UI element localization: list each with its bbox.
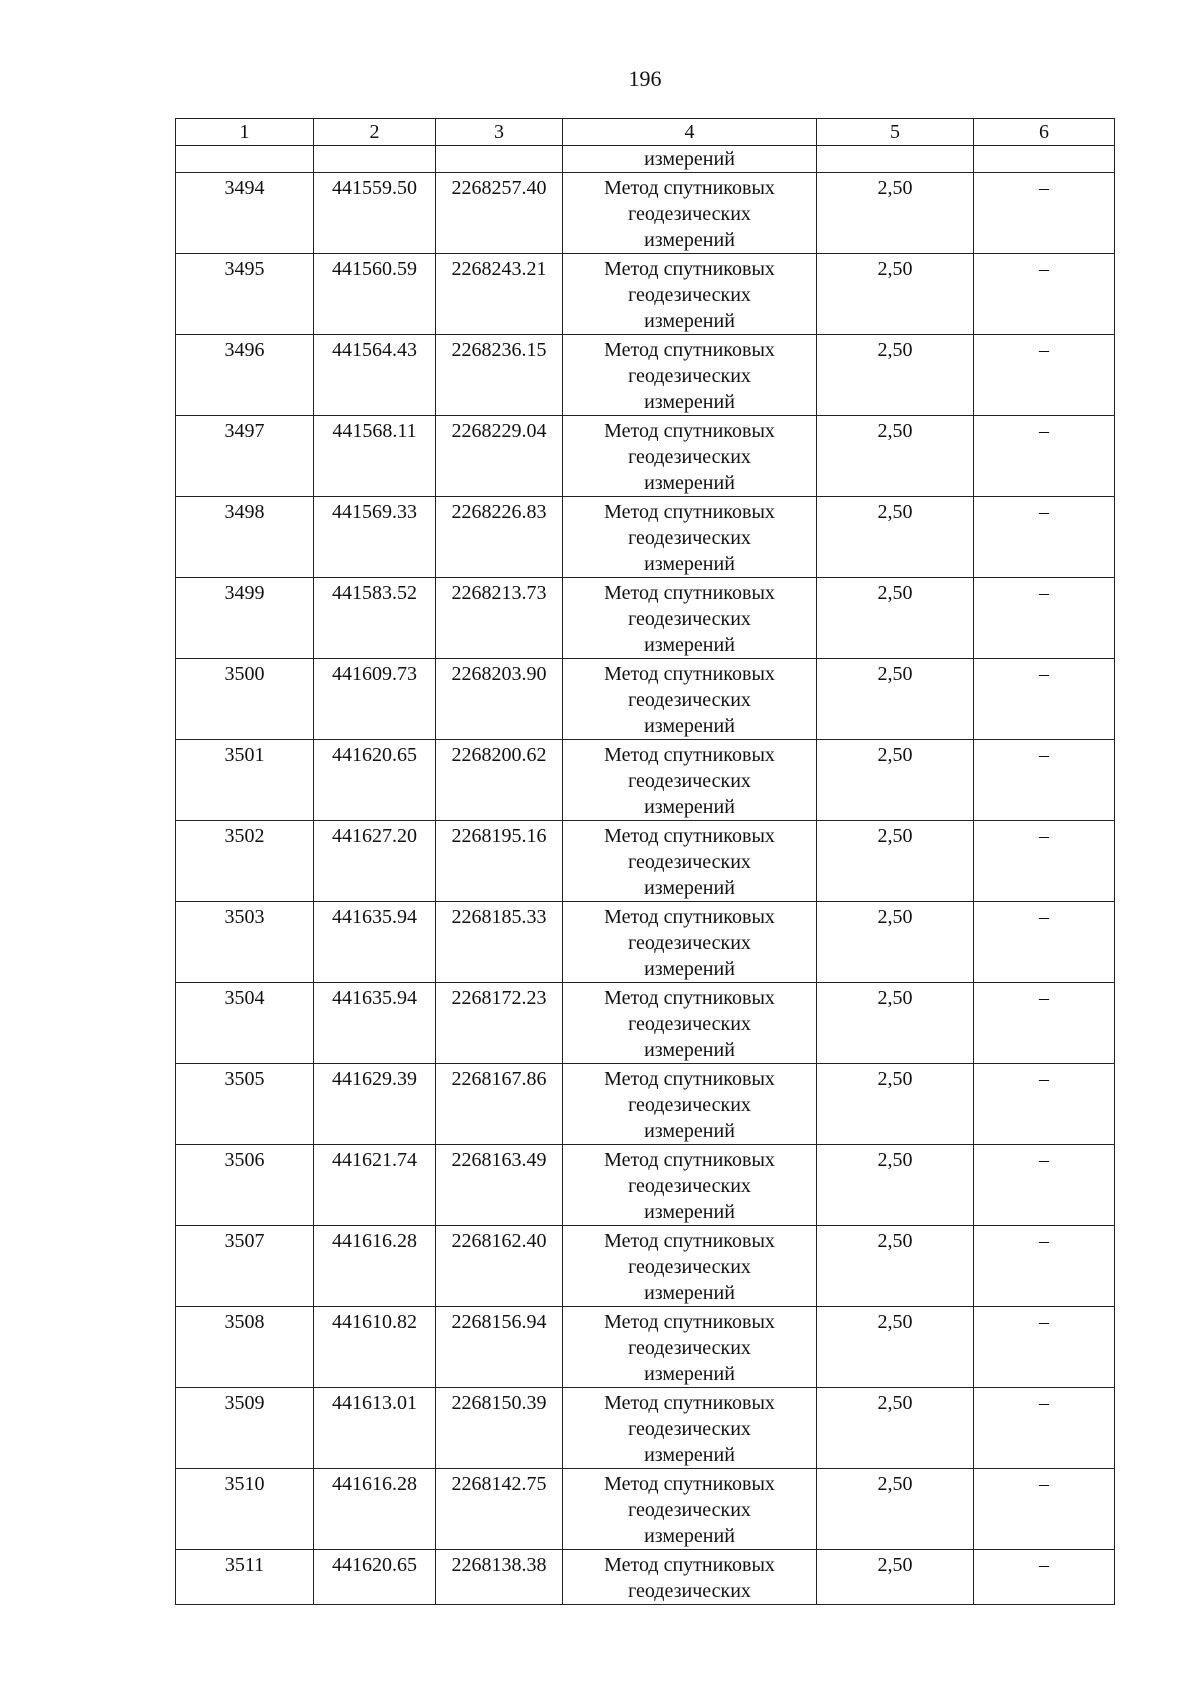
method-line: Метод спутниковых <box>604 1554 775 1576</box>
y-coordinate-cell: 2268257.40 <box>436 173 563 254</box>
method-line: измерений <box>644 1039 735 1061</box>
column-header: 2 <box>314 119 436 146</box>
method-line: Метод спутниковых <box>604 1473 775 1495</box>
accuracy-cell: 2,50 <box>817 821 974 902</box>
method-line: геодезических <box>628 446 751 468</box>
accuracy-cell: 2,50 <box>817 173 974 254</box>
method-line: Метод спутниковых <box>604 1311 775 1333</box>
method-line: геодезических <box>628 1499 751 1521</box>
method-cell <box>563 1307 817 1388</box>
method-cell <box>563 659 817 740</box>
method-cell <box>563 1145 817 1226</box>
table-cell <box>974 146 1115 173</box>
method-line: геодезических <box>628 1175 751 1197</box>
point-number-cell: 3495 <box>176 254 314 335</box>
method-line: Метод спутниковых <box>604 744 775 766</box>
method-line: геодезических <box>628 1337 751 1359</box>
column-header: 5 <box>817 119 974 146</box>
x-coordinate-cell: 441616.28 <box>314 1226 436 1307</box>
y-coordinate-cell: 2268185.33 <box>436 902 563 983</box>
note-cell: – <box>974 254 1115 335</box>
method-line: геодезических <box>628 608 751 630</box>
y-coordinate-cell: 2268150.39 <box>436 1388 563 1469</box>
method-cell <box>563 1388 817 1469</box>
note-cell: – <box>974 1469 1115 1550</box>
table-row <box>176 902 1115 983</box>
x-coordinate-cell: 441616.28 <box>314 1469 436 1550</box>
method-line: Метод спутниковых <box>604 582 775 604</box>
y-coordinate-cell: 2268243.21 <box>436 254 563 335</box>
y-coordinate-cell: 2268229.04 <box>436 416 563 497</box>
column-header: 4 <box>563 119 817 146</box>
y-coordinate-cell: 2268236.15 <box>436 335 563 416</box>
method-line: Метод спутниковых <box>604 987 775 1009</box>
point-number-cell: 3501 <box>176 740 314 821</box>
table-row <box>176 983 1115 1064</box>
accuracy-cell: 2,50 <box>817 578 974 659</box>
point-number-cell: 3504 <box>176 983 314 1064</box>
y-coordinate-cell: 2268200.62 <box>436 740 563 821</box>
coordinates-table <box>175 118 1115 1605</box>
table-cell <box>176 146 314 173</box>
x-coordinate-cell: 441627.20 <box>314 821 436 902</box>
y-coordinate-cell: 2268142.75 <box>436 1469 563 1550</box>
method-cell <box>563 1469 817 1550</box>
table-cell <box>817 146 974 173</box>
point-number-cell: 3508 <box>176 1307 314 1388</box>
accuracy-cell: 2,50 <box>817 740 974 821</box>
method-line: Метод спутниковых <box>604 177 775 199</box>
method-cell <box>563 578 817 659</box>
accuracy-cell: 2,50 <box>817 497 974 578</box>
accuracy-cell: 2,50 <box>817 254 974 335</box>
x-coordinate-cell: 441613.01 <box>314 1388 436 1469</box>
table-row <box>176 173 1115 254</box>
note-cell: – <box>974 740 1115 821</box>
method-line: Метод спутниковых <box>604 825 775 847</box>
method-line: геодезических <box>628 1013 751 1035</box>
method-cell <box>563 335 817 416</box>
x-coordinate-cell: 441609.73 <box>314 659 436 740</box>
y-coordinate-cell: 2268156.94 <box>436 1307 563 1388</box>
point-number-cell: 3511 <box>176 1550 314 1605</box>
note-cell: – <box>974 173 1115 254</box>
method-line: измерений <box>644 796 735 818</box>
method-cell: измерений <box>563 146 817 173</box>
method-line: измерений <box>644 310 735 332</box>
note-cell: – <box>974 1307 1115 1388</box>
column-header: 1 <box>176 119 314 146</box>
table-row <box>176 1307 1115 1388</box>
accuracy-cell: 2,50 <box>817 1064 974 1145</box>
method-cell <box>563 1226 817 1307</box>
point-number-cell: 3498 <box>176 497 314 578</box>
accuracy-cell: 2,50 <box>817 335 974 416</box>
table-row <box>176 254 1115 335</box>
table-row <box>176 1064 1115 1145</box>
y-coordinate-cell: 2268172.23 <box>436 983 563 1064</box>
note-cell: – <box>974 1145 1115 1226</box>
table-row <box>176 1145 1115 1226</box>
y-coordinate-cell: 2268167.86 <box>436 1064 563 1145</box>
accuracy-cell: 2,50 <box>817 1388 974 1469</box>
point-number-cell: 3507 <box>176 1226 314 1307</box>
method-line: измерений <box>644 958 735 980</box>
point-number-cell: 3502 <box>176 821 314 902</box>
note-cell: – <box>974 659 1115 740</box>
method-cell <box>563 173 817 254</box>
method-line: измерений <box>644 472 735 494</box>
point-number-cell: 3497 <box>176 416 314 497</box>
note-cell: – <box>974 497 1115 578</box>
method-line: геодезических <box>628 365 751 387</box>
note-cell: – <box>974 416 1115 497</box>
method-line: измерений <box>644 877 735 899</box>
method-line: измерений <box>644 1282 735 1304</box>
method-line: Метод спутниковых <box>604 663 775 685</box>
table-row <box>176 1469 1115 1550</box>
method-line: измерений <box>644 1363 735 1385</box>
note-cell: – <box>974 335 1115 416</box>
method-line: геодезических <box>628 770 751 792</box>
method-line: геодезических <box>628 1094 751 1116</box>
method-line: Метод спутниковых <box>604 1230 775 1252</box>
method-cell <box>563 497 817 578</box>
point-number-cell: 3503 <box>176 902 314 983</box>
accuracy-cell: 2,50 <box>817 659 974 740</box>
point-number-cell: 3506 <box>176 1145 314 1226</box>
accuracy-cell: 2,50 <box>817 1226 974 1307</box>
table-row <box>176 1550 1115 1605</box>
table-row <box>176 335 1115 416</box>
method-line: Метод спутниковых <box>604 1392 775 1414</box>
method-line: измерений <box>644 391 735 413</box>
method-line: геодезических <box>628 1418 751 1440</box>
method-cell <box>563 416 817 497</box>
accuracy-cell: 2,50 <box>817 1307 974 1388</box>
method-line: геодезических <box>628 689 751 711</box>
x-coordinate-cell: 441568.11 <box>314 416 436 497</box>
method-line: геодезических <box>628 851 751 873</box>
method-cell <box>563 1550 817 1605</box>
accuracy-cell: 2,50 <box>817 1550 974 1605</box>
x-coordinate-cell: 441629.39 <box>314 1064 436 1145</box>
x-coordinate-cell: 441620.65 <box>314 740 436 821</box>
method-line: геодезических <box>628 1256 751 1278</box>
table-row <box>176 659 1115 740</box>
method-line: измерений <box>644 1444 735 1466</box>
x-coordinate-cell: 441610.82 <box>314 1307 436 1388</box>
accuracy-cell: 2,50 <box>817 902 974 983</box>
x-coordinate-cell: 441569.33 <box>314 497 436 578</box>
point-number-cell: 3509 <box>176 1388 314 1469</box>
accuracy-cell: 2,50 <box>817 1145 974 1226</box>
method-cell <box>563 1064 817 1145</box>
table-row <box>176 740 1115 821</box>
note-cell: – <box>974 578 1115 659</box>
x-coordinate-cell: 441620.65 <box>314 1550 436 1605</box>
method-cell <box>563 983 817 1064</box>
accuracy-cell: 2,50 <box>817 1469 974 1550</box>
y-coordinate-cell: 2268138.38 <box>436 1550 563 1605</box>
method-line: Метод спутниковых <box>604 1068 775 1090</box>
table-cell <box>314 146 436 173</box>
accuracy-cell: 2,50 <box>817 983 974 1064</box>
x-coordinate-cell: 441560.59 <box>314 254 436 335</box>
x-coordinate-cell: 441635.94 <box>314 902 436 983</box>
method-line: Метод спутниковых <box>604 1149 775 1171</box>
y-coordinate-cell: 2268163.49 <box>436 1145 563 1226</box>
method-line: измерений <box>644 1120 735 1142</box>
table-row <box>176 1388 1115 1469</box>
method-line: Метод спутниковых <box>604 420 775 442</box>
x-coordinate-cell: 441559.50 <box>314 173 436 254</box>
point-number-cell: 3505 <box>176 1064 314 1145</box>
point-number-cell: 3499 <box>176 578 314 659</box>
method-line: Метод спутниковых <box>604 339 775 361</box>
y-coordinate-cell: 2268203.90 <box>436 659 563 740</box>
method-line: геодезических <box>628 1580 751 1602</box>
method-line: геодезических <box>628 284 751 306</box>
method-line: геодезических <box>628 932 751 954</box>
table-row <box>176 497 1115 578</box>
method-line: Метод спутниковых <box>604 258 775 280</box>
point-number-cell: 3500 <box>176 659 314 740</box>
point-number-cell: 3494 <box>176 173 314 254</box>
table-row <box>176 1226 1115 1307</box>
note-cell: – <box>974 821 1115 902</box>
column-header: 6 <box>974 119 1115 146</box>
method-line: измерений <box>644 229 735 251</box>
point-number-cell: 3496 <box>176 335 314 416</box>
method-cell <box>563 902 817 983</box>
x-coordinate-cell: 441635.94 <box>314 983 436 1064</box>
continuation-row <box>176 146 1115 173</box>
x-coordinate-cell: 441564.43 <box>314 335 436 416</box>
method-line: измерений <box>644 634 735 656</box>
method-line: измерений <box>644 715 735 737</box>
table-row <box>176 821 1115 902</box>
table-header-row <box>176 119 1115 146</box>
table-cell <box>436 146 563 173</box>
method-line: измерений <box>644 1525 735 1547</box>
accuracy-cell: 2,50 <box>817 416 974 497</box>
note-cell: – <box>974 1226 1115 1307</box>
method-line: измерений <box>644 553 735 575</box>
method-line: Метод спутниковых <box>604 906 775 928</box>
note-cell: – <box>974 983 1115 1064</box>
method-cell <box>563 821 817 902</box>
y-coordinate-cell: 2268195.16 <box>436 821 563 902</box>
point-number-cell: 3510 <box>176 1469 314 1550</box>
note-cell: – <box>974 1550 1115 1605</box>
x-coordinate-cell: 441583.52 <box>314 578 436 659</box>
note-cell: – <box>974 1388 1115 1469</box>
column-header: 3 <box>436 119 563 146</box>
note-cell: – <box>974 902 1115 983</box>
table-row <box>176 578 1115 659</box>
method-line: геодезических <box>628 527 751 549</box>
method-cell <box>563 254 817 335</box>
y-coordinate-cell: 2268162.40 <box>436 1226 563 1307</box>
method-cell <box>563 740 817 821</box>
y-coordinate-cell: 2268213.73 <box>436 578 563 659</box>
method-line: Метод спутниковых <box>604 501 775 523</box>
table-row <box>176 416 1115 497</box>
y-coordinate-cell: 2268226.83 <box>436 497 563 578</box>
method-line: измерений <box>644 1201 735 1223</box>
page-number: 196 <box>628 66 662 91</box>
note-cell: – <box>974 1064 1115 1145</box>
x-coordinate-cell: 441621.74 <box>314 1145 436 1226</box>
method-line: геодезических <box>628 203 751 225</box>
table-body <box>176 146 1115 1605</box>
